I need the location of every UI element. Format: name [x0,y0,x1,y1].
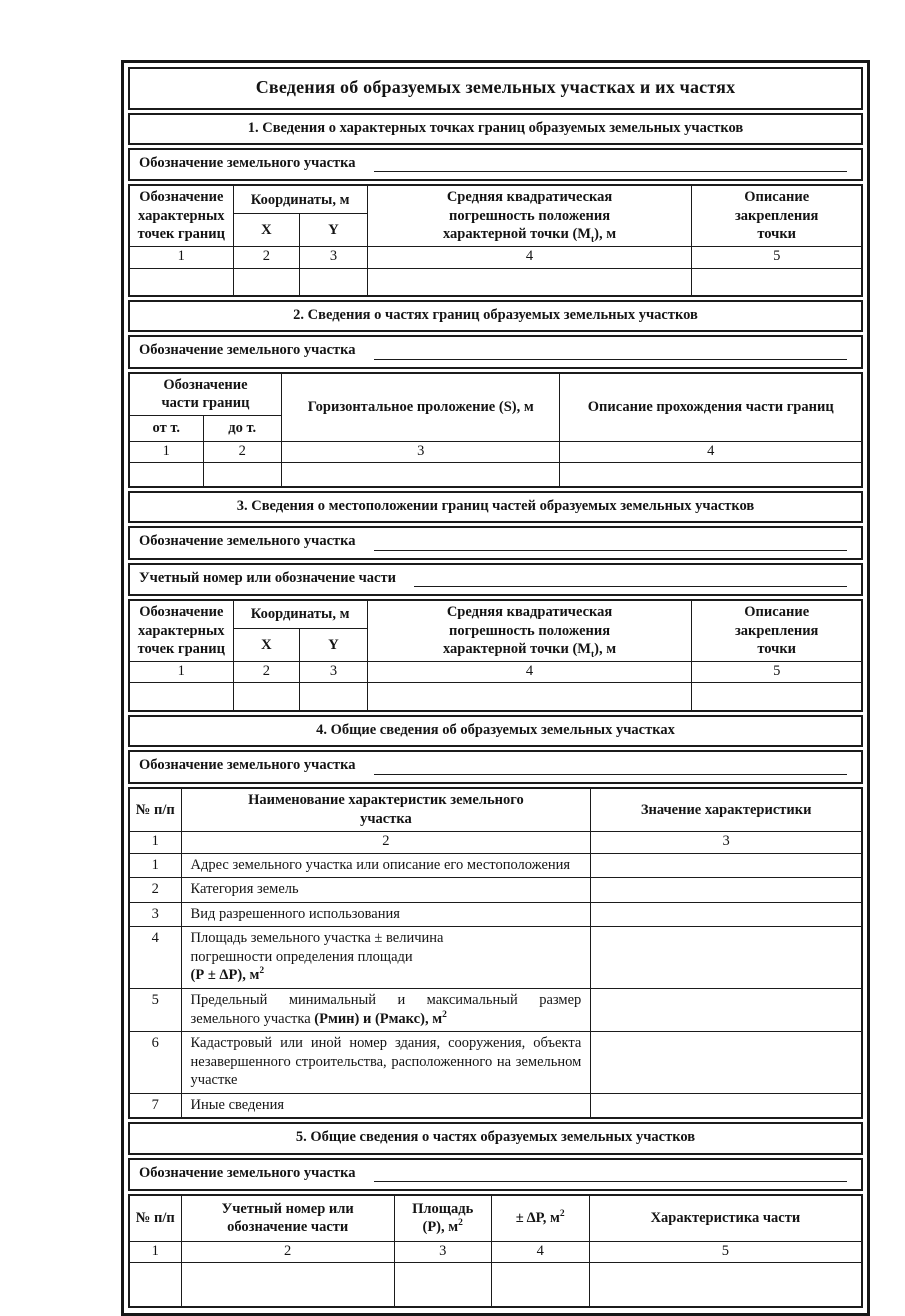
column-number-row [129,441,862,463]
row-number: 3 [129,902,181,927]
empty-cell[interactable] [281,463,560,487]
section-3-heading: 3. Сведения о местоположении границ частей образуемых земельных участков [128,491,863,523]
table-row [129,1093,862,1118]
characteristic-name: Площадь земельного участка ± величина погрешности определения площади (Р ± ΔР), $м^2$ [181,927,591,989]
empty-cell[interactable] [692,268,862,296]
section-5-plot-designation-row [128,1158,863,1191]
empty-cell[interactable] [692,683,862,711]
col-header-coordinates: Координаты, м [233,600,367,628]
col-num: 5 [589,1241,862,1263]
empty-cell[interactable] [129,463,203,487]
col-header-coordinates: Координаты, м [233,185,367,213]
table-row [129,902,862,927]
col-num: 2 [233,661,300,683]
col-num: 1 [129,1241,181,1263]
col-header-to-point: до т. [203,415,281,441]
row-number: 2 [129,878,181,903]
col-num: 4 [367,661,692,683]
column-number-row [129,832,862,854]
characteristic-value-cell[interactable] [591,1093,862,1118]
col-header-characteristic-name: Наименование характеристик земельного участка [181,788,591,832]
col-num: 1 [129,661,233,683]
row-number: 1 [129,853,181,878]
row-number: 7 [129,1093,181,1118]
part-number-label: Учетный номер или обозначение части [139,569,396,586]
characteristic-name: Адрес земельного участка или описание его местоположения [181,853,591,878]
plot-designation-label: Обозначение земельного участка [139,1164,356,1181]
col-num: 2 [181,832,591,854]
col-num: 2 [203,441,281,463]
col-num: 3 [300,661,367,683]
col-header-point-fixing: Описание закрепления точки [692,600,862,661]
col-header-from-point: от т. [129,415,203,441]
section-4-plot-designation-row [128,750,863,783]
col-header-rms-error: Средняя квадратическая погрешность положения характерной точки $(М_t)$, м [367,600,692,661]
document-title: Сведения об образуемых земельных участках и их частях [128,67,863,110]
empty-data-row [129,1263,862,1307]
plot-designation-field[interactable] [374,158,847,172]
column-number-row [129,661,862,683]
characteristic-name: Кадастровый или иной номер здания, сооружения, объекта незавершенного строительства, расположенного на земельном участке [181,1032,591,1094]
plot-designation-label: Обозначение земельного участка [139,154,356,171]
table-row [129,927,862,989]
empty-cell[interactable] [300,683,367,711]
col-num: 1 [129,441,203,463]
col-num: 3 [591,832,862,854]
col-num: 1 [129,832,181,854]
plot-designation-field[interactable] [374,537,847,551]
column-number-row [129,247,862,269]
col-header-horizontal-length: Горизонтальное проложение (S), м [281,373,560,442]
row-number: 4 [129,927,181,989]
table-row [129,878,862,903]
col-header-part-characteristic: Характеристика части [589,1195,862,1241]
section-2-plot-designation-row [128,335,863,368]
table-row [129,1032,862,1094]
col-header-row-number: № п/п [129,1195,181,1241]
empty-data-row [129,463,862,487]
col-header-rms-error: Средняя квадратическая погрешность положения характерной точки $(М_t)$, м [367,185,692,246]
section-4-table [128,787,863,1120]
section-3-table [128,599,863,712]
plot-designation-label: Обозначение земельного участка [139,342,356,359]
col-header-part-course: Описание прохождения части границ [560,373,862,442]
empty-cell[interactable] [233,683,300,711]
section-3-part-number-row [128,563,863,596]
empty-cell[interactable] [367,268,692,296]
empty-cell[interactable] [129,683,233,711]
characteristic-name: Вид разрешенного использования [181,902,591,927]
empty-data-row [129,268,862,296]
characteristic-value-cell[interactable] [591,988,862,1031]
empty-cell[interactable] [203,463,281,487]
characteristic-value-cell[interactable] [591,878,862,903]
col-num: 3 [300,247,367,269]
col-header-part-number: Учетный номер или обозначение части [181,1195,394,1241]
characteristic-name: Предельный минимальный и максимальный размер земельного участка (Рмин) и (Рмакс), $м^2$ [181,988,591,1031]
section-2-table [128,372,863,488]
characteristic-value-cell[interactable] [591,853,862,878]
col-header-boundary-part: Обозначение части границ [129,373,281,416]
section-1-table [128,184,863,297]
section-3-plot-designation-row [128,526,863,559]
col-header-area: Площадь (Р), $м^2$ [394,1195,491,1241]
plot-designation-label: Обозначение земельного участка [139,533,356,550]
col-header-point-designation: Обозначение характерных точек границ [129,600,233,661]
section-4-heading: 4. Общие сведения об образуемых земельных участках [128,715,863,747]
col-num: 5 [692,247,862,269]
empty-data-row [129,683,862,711]
plot-designation-field[interactable] [374,346,847,360]
section-1-heading: 1. Сведения о характерных точках границ образуемых земельных участков [128,113,863,145]
empty-cell[interactable] [181,1263,394,1307]
empty-cell[interactable] [233,268,300,296]
empty-cell[interactable] [300,268,367,296]
plot-designation-field[interactable] [374,761,847,775]
section-5-table [128,1194,863,1308]
col-num: 4 [491,1241,589,1263]
col-num: 3 [281,441,560,463]
empty-cell[interactable] [367,683,692,711]
empty-cell[interactable] [560,463,862,487]
column-number-row [129,1241,862,1263]
col-header-point-designation: Обозначение характерных точек границ [129,185,233,246]
col-num: 3 [394,1241,491,1263]
characteristic-value-cell[interactable] [591,1032,862,1094]
characteristic-value-cell[interactable] [591,927,862,989]
table-row [129,853,862,878]
col-num: 4 [560,441,862,463]
plot-designation-field[interactable] [374,1168,847,1182]
col-header-area-error: ± ΔР, $м^2$ [491,1195,589,1241]
document-frame [121,60,870,1316]
empty-cell[interactable] [589,1263,862,1307]
section-5-heading: 5. Общие сведения о частях образуемых земельных участков [128,1122,863,1154]
section-1-plot-designation-row [128,148,863,181]
characteristic-value-cell[interactable] [591,902,862,927]
empty-cell[interactable] [394,1263,491,1307]
col-num: 2 [233,247,300,269]
row-number: 6 [129,1032,181,1094]
col-num: 4 [367,247,692,269]
col-header-y: Y [300,629,367,662]
characteristic-name: Иные сведения [181,1093,591,1118]
empty-cell[interactable] [129,1263,181,1307]
col-num: 2 [181,1241,394,1263]
empty-cell[interactable] [129,268,233,296]
col-header-characteristic-value: Значение характеристики [591,788,862,832]
table-row [129,988,862,1031]
empty-cell[interactable] [491,1263,589,1307]
section-2-heading: 2. Сведения о частях границ образуемых земельных участков [128,300,863,332]
col-num: 5 [692,661,862,683]
col-header-point-fixing: Описание закрепления точки [692,185,862,246]
col-header-x: X [233,629,300,662]
row-number: 5 [129,988,181,1031]
plot-designation-label: Обозначение земельного участка [139,757,356,774]
characteristic-name: Категория земель [181,878,591,903]
col-num: 1 [129,247,233,269]
col-header-x: X [233,214,300,247]
part-number-field[interactable] [414,573,847,587]
col-header-y: Y [300,214,367,247]
col-header-row-number: № п/п [129,788,181,832]
